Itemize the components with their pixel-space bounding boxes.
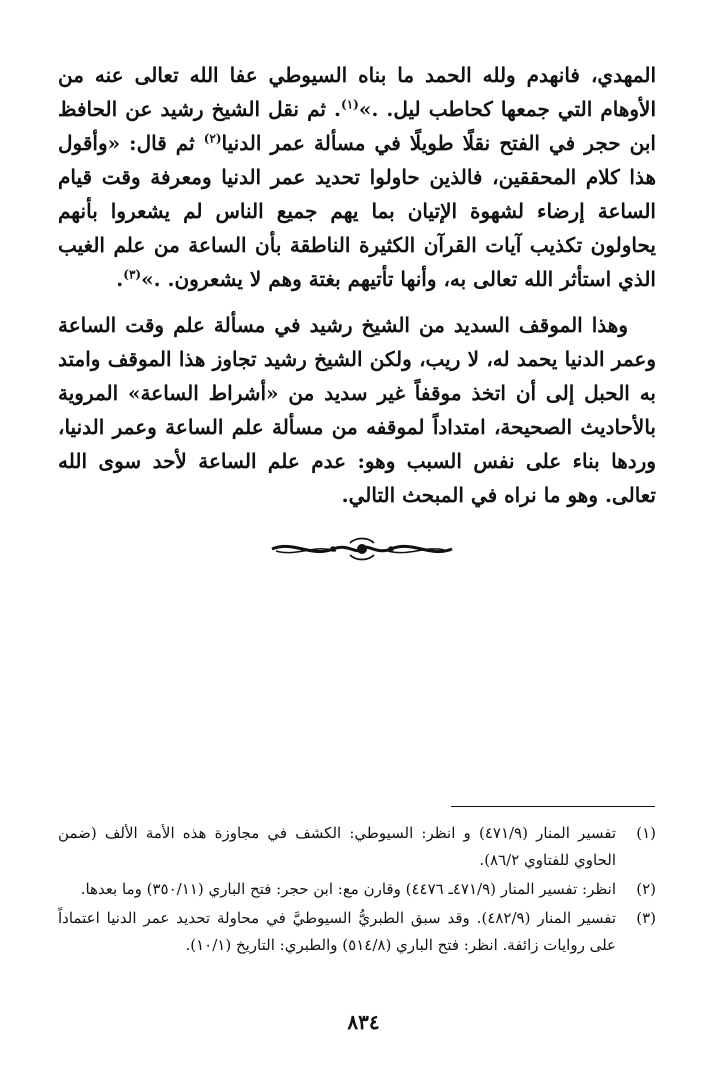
footnote-1 <box>58 820 656 874</box>
paragraph-1-text: المهدي، فانهدم ولله الحمد ما بناه السيوطي عفا الله تعالى عنه من الأوهام التي جمعها كحاطب ليل. .» <box>58 63 657 121</box>
section-divider-ornament-icon <box>266 537 458 561</box>
footnote-ref-3[interactable]: (٣) <box>123 267 142 282</box>
footnotes <box>58 820 656 961</box>
main-text <box>58 58 656 512</box>
footnote-2-number: (٢) <box>636 880 656 898</box>
page-number: ٨٣٤ <box>347 1010 380 1034</box>
footnote-ref-2[interactable]: (٢) <box>203 131 222 146</box>
paragraph-2: وهذا الموقف السديد من الشيخ رشيد في مسألة علم وقت الساعة وعمر الدنيا يحمد له، لا ريب، ولكن الشيخ رشيد تجاوز هذا الموقف وامتد به الحبل إلى أن اتخذ موقفاً غير سديد من «أشراط الساعة» المروية بالأحاديث الصحيحة، امتداداً لموقفه من مسألة علم الساعة وعمر الدنيا، وردها بناء على نفس السبب وهو: عدم علم الساعة لأحد سوى الله تعالى. وهو ما نراه في المبحث التالي. <box>58 313 656 507</box>
footnote-3-number: (٣) <box>636 909 656 927</box>
paragraph-1-text-3: ثم قال: «وأقول هذا كلام المحققين، فالذين حاولوا تحديد عمر الدنيا ومعرفة وقت قيام الساعة إرضاء لشهوة الإتيان بما يهم جميع الناس لم يشعروا بأنهم يحاولون تكذيب آيات القرآن الكثيرة الناطقة بأن الساعة من علم الغيب الذي استأثر الله تعالى به، وأنها تأتيهم بغتة وهم لا يشعرون. .» <box>58 131 656 291</box>
footnote-2-text: انظر: تفسير المنار (٤٧١/٩ـ ٤٤٧٦) وقارن مع: ابن حجر: فتح الباري (٣٥٠/١١) وما بعدها. <box>80 880 616 898</box>
footnote-ref-1[interactable]: (١) <box>341 97 359 112</box>
footnote-1-number: (١) <box>636 824 656 842</box>
paragraph-1-text-2: . ثم نقل الشيخ رشيد عن الحافظ ابن حجر في الفتح نقلًا طويلًا في مسألة عمر الدنيا <box>58 97 656 155</box>
paragraph-1-text-4: . <box>116 267 124 291</box>
footnote-3 <box>58 905 656 959</box>
footnote-separator <box>451 806 655 807</box>
footnote-1-text: تفسير المنار (٤٧١/٩) و انظر: السيوطي: الكشف في مجاوزة هذه الأمة الألف (ضمن الحاوي للفتاوي ٨٦/٢). <box>58 824 616 869</box>
footnote-2 <box>58 876 656 903</box>
footnote-3-text: تفسير المنار (٤٨٢/٩). وقد سبق الطبريُّ السيوطيَّ في محاولة تحديد عمر الدنيا اعتماداً على روايات زائفة. انظر: فتح الباري (٥١٤/٨) والطبري: التاريخ (١٠/١). <box>58 909 616 954</box>
paragraph-1 <box>58 58 656 296</box>
